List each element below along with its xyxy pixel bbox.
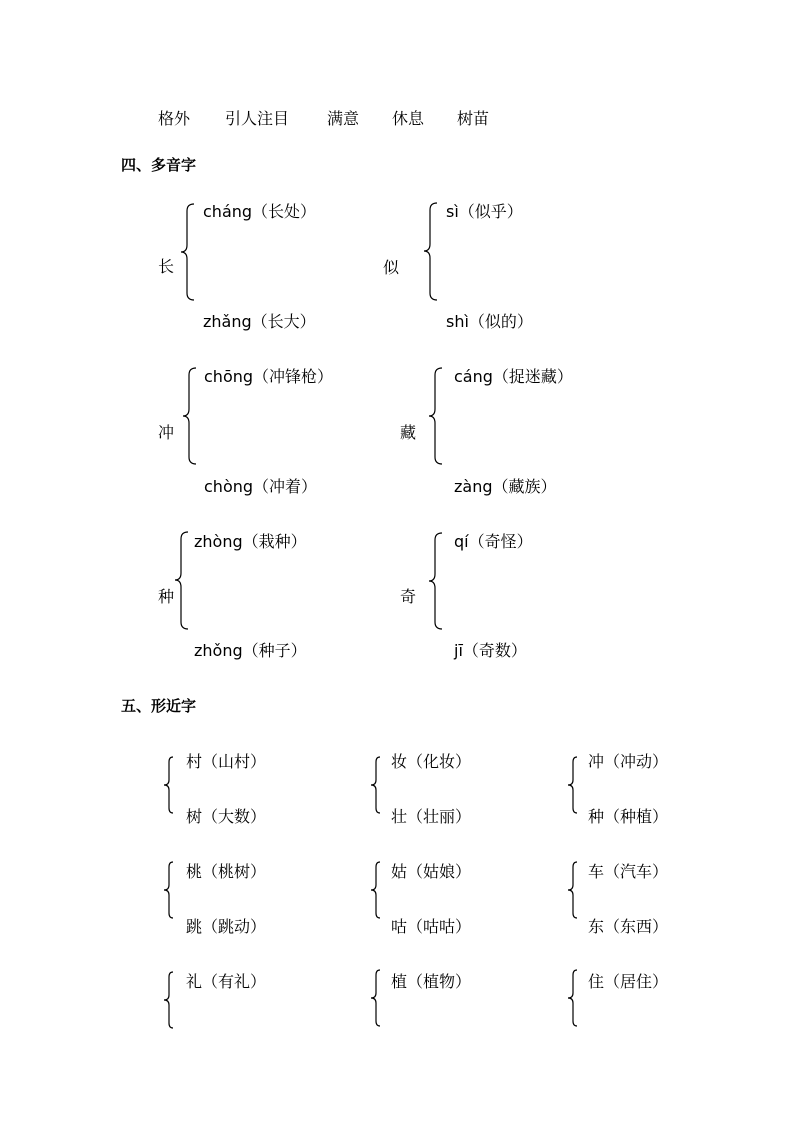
reading-bottom: zhǎng（长大）	[203, 312, 316, 331]
pair-top: 冲（冲动）	[588, 752, 669, 771]
left-brace	[428, 533, 444, 629]
polyphonic-char: 藏	[400, 423, 417, 442]
section-heading-similar-chars: 五、形近字	[121, 697, 197, 715]
reading-top: zhòng（栽种）	[194, 532, 307, 551]
reading-bottom: jī（奇数）	[454, 641, 527, 660]
left-brace	[567, 970, 579, 1026]
pair-top: 妆（化妆）	[391, 752, 472, 771]
reading-top: cáng（捉迷藏）	[454, 367, 573, 386]
pair-top: 村（山村）	[186, 752, 267, 771]
pair-top: 住（居住）	[588, 972, 669, 991]
reading-top: qí（奇怪）	[454, 532, 533, 551]
pair-bottom: 咕（咕咕）	[391, 917, 472, 936]
left-brace	[370, 970, 382, 1026]
pair-top: 植（植物）	[391, 972, 472, 991]
pair-top: 礼（有礼）	[186, 972, 267, 991]
pair-bottom: 东（东西）	[588, 917, 669, 936]
left-brace	[370, 757, 382, 813]
pair-bottom: 种（种植）	[588, 807, 669, 826]
polyphonic-char: 冲	[158, 423, 175, 442]
vocab-word: 树苗	[457, 109, 490, 128]
left-brace	[423, 203, 439, 300]
left-brace	[163, 972, 175, 1028]
reading-top: sì（似乎）	[446, 202, 523, 221]
vocab-word: 引人注目	[225, 109, 290, 128]
vocab-word: 满意	[327, 109, 360, 128]
reading-bottom: zàng（藏族）	[454, 477, 557, 496]
left-brace	[163, 862, 175, 918]
polyphonic-char: 似	[383, 258, 400, 277]
polyphonic-char: 长	[158, 257, 175, 276]
reading-bottom: zhǒng（种子）	[194, 641, 307, 660]
left-brace	[174, 532, 190, 629]
reading-top: cháng（长处）	[203, 202, 317, 221]
left-brace	[428, 368, 444, 464]
left-brace	[567, 757, 579, 813]
left-brace	[163, 757, 175, 813]
polyphonic-char: 种	[158, 587, 175, 606]
section-heading-polyphonic: 四、多音字	[121, 156, 197, 174]
pair-top: 车（汽车）	[588, 862, 669, 881]
reading-bottom: shì（似的）	[446, 312, 533, 331]
vocab-word: 休息	[392, 109, 425, 128]
reading-bottom: chòng（冲着）	[204, 477, 318, 496]
pair-bottom: 壮（壮丽）	[391, 807, 472, 826]
pair-top: 姑（姑娘）	[391, 862, 472, 881]
vocab-word: 格外	[158, 109, 191, 128]
left-brace	[180, 204, 196, 300]
polyphonic-char: 奇	[400, 587, 417, 606]
pair-bottom: 跳（跳动）	[186, 917, 267, 936]
left-brace	[182, 368, 198, 464]
left-brace	[567, 862, 579, 918]
pair-bottom: 树（大数）	[186, 807, 267, 826]
reading-top: chōng（冲锋枪）	[204, 367, 334, 386]
left-brace	[370, 862, 382, 918]
pair-top: 桃（桃树）	[186, 862, 267, 881]
